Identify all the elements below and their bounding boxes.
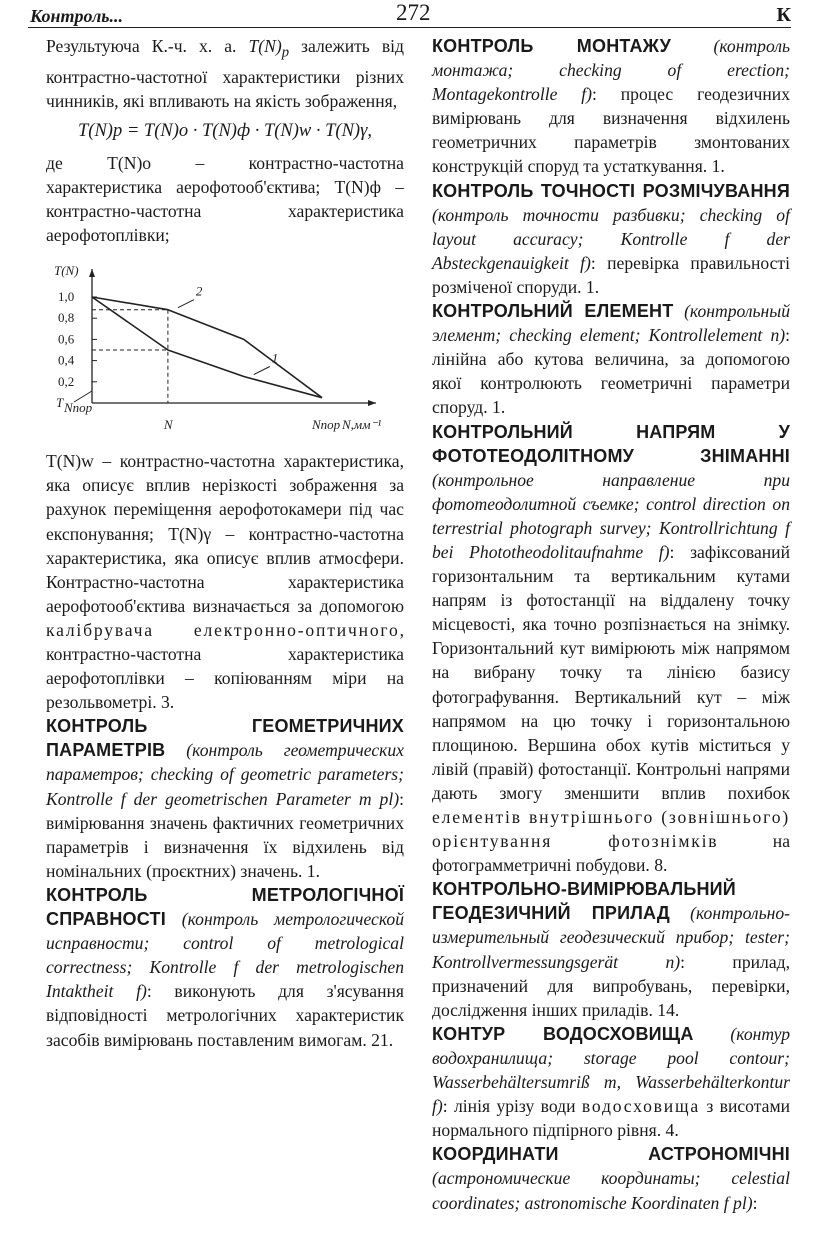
- entry-reservoir-contour: КОНТУР ВОДОСХОВИЩА (контур водохранилища; storage pool contour; Wasserbehältersumriß m, Wasserbehälterkontur f): лінія урізу води водосховища з висотами нормального підпірного рівня. 4.: [432, 1023, 791, 1141]
- contrast-frequency-chart: [46, 261, 404, 443]
- entry-control-element: КОНТРОЛЬНИЙ ЕЛЕМЕНТ (контрольный элемент; checking element; Kontrollelement n): лінійна або кутова величина, за допомогою якої контролюють геометричні параметри споруд. 1.: [432, 301, 791, 418]
- y-tick-label: 0,8: [58, 310, 75, 326]
- entry-layout-accuracy: КОНТРОЛЬ ТОЧНОСТІ РОЗМІЧУВАННЯ (контроль точности разбивки; checking of layout accuracy; Kontrolle f der Absteckgenauigkeit f): перевірка правильності розміченої споруди. 1.: [432, 180, 790, 297]
- entry-test-instrument: КОНТРОЛЬНО-ВИМІРЮВАЛЬНИЙ ГЕОДЕЗИЧНИЙ ПРИЛАД (контрольно-измерительный геодезический прибор; tester; Kontrollvermessungsgerät n): прилад, призначений для випробувань, перевірки, дослідження інших приладів. 14.: [432, 879, 790, 1020]
- where-paragraph: де T(N)o – контрастно-частотна характеристика аерофотооб'єктива; T(N)ф – контрастно-частотна характеристика аерофотоплівки;: [46, 152, 404, 246]
- after-chart-paragraph: T(N)w – контрастно-частотна характеристика, яка описує вплив нерізкості зображення за рахунок переміщення аерофотокамери під час експонування; T(N)γ – контрастно-частотна характеристика, яка описує вплив атмосфери. Контрастно-частотна характеристика аерофотооб'єктива визначається за допомогою калібрувача електронно-оптичного, контрастно-частотна характеристика аерофотоплівки – копіюванням міри на резольвометрі. 3.: [46, 451, 404, 713]
- series-label-1: 1: [271, 350, 279, 366]
- x-tick-label: Nпор: [312, 417, 341, 433]
- x-axis-label: N,мм⁻¹: [342, 417, 382, 433]
- entry-astro-coordinates: КООРДИНАТИ АСТРОНОМІЧНІ (астрономические координаты; celestial coordinates; astronomische Koordinaten f pl):: [432, 1144, 790, 1213]
- page-header: [0, 0, 819, 30]
- x-tick-label: N: [163, 417, 173, 433]
- y-origin-subscript: Nпор: [64, 400, 93, 416]
- series-curve-2: [92, 297, 322, 398]
- entry-montage: КОНТРОЛЬ МОНТАЖУ (контроль монтажа; checking of erection; Montagekontrolle f): процес геодезичних вимірювань для визначення відхилень геометричних параметрів змонтованих конструкцій споруд та устаткування. 1.: [432, 36, 790, 177]
- formula: T(N)p = T(N)o · T(N)ф · T(N)w · T(N)γ,: [78, 120, 372, 141]
- page-number: 272: [396, 0, 431, 25]
- running-head: Контроль...: [30, 6, 124, 26]
- series-curve-1: [92, 297, 322, 398]
- y-axis-arrow: [89, 269, 95, 277]
- x-axis-arrow: [368, 400, 376, 406]
- entry-metrological: КОНТРОЛЬ МЕТРОЛОГІЧНОЇ СПРАВНОСТІ (контроль метрологической исправности; control of metrological correctness; Kontrolle f der metrologischen Intaktheit f): виконують для з'ясування відповідності метрологічних характеристик засобів вимірювань поставленим вимогам. 21.: [46, 884, 404, 1050]
- series-label-2: 2: [195, 283, 203, 299]
- chart-svg: [46, 261, 404, 443]
- y-axis-label: T(N): [54, 263, 79, 279]
- entry-geometric-params: КОНТРОЛЬ ГЕОМЕТРИЧНИХ ПАРАМЕТРІВ (контроль геометрических параметров; checking of geometric parameters; Kontrolle f der geometrischen Parameter m pl): вимірювання значень фактичних геометричних параметрів і визначення їх відхилень від номінальних (проєктних) значень. 1.: [46, 716, 404, 881]
- y-tick-label: 1,0: [58, 289, 75, 305]
- intro-paragraph: Результуюча К.-ч. х. а. $T(N)_p$ залежить від контрастно-частотної характеристики різних чинників, які впливають на якість зображення,: [46, 36, 404, 111]
- section-letter: К: [776, 4, 791, 26]
- series-leader-2: [178, 300, 194, 308]
- entry-control-direction: КОНТРОЛЬНИЙ НАПРЯМ У ФОТОТЕОДОЛІТНОМУ ЗНІМАННІ (контрольное направление при фототеодолитной съемке; control direction on terrestrial photograph survey; Kontrollrichtung f bei Phototheodolitaufnahme f): зафіксований горизонтальним та вертикальним кутами напрям із фотостанції на віддалену точку місцевості, яка точно розпізнається на знімку. Горизонтальний кут вимірюють між напрямом на вибрану точку та лінією базису фотографування. Вертикальний кут – між напрямом на цю точку і горизонтальною площиною. Вершина обох кутів міститься у лівій (правій) фотостанції. Контрольні напрями дають змогу зменшити вплив похибок елементів внутрішнього (зовнішнього) орієнтування фотознімків на фотограмметричні побудови. 8.: [432, 421, 790, 876]
- y-tick-label: 0,6: [58, 331, 75, 347]
- right-column: [432, 34, 790, 1215]
- y-tick-label: 0,2: [58, 374, 75, 390]
- y-origin-label: T: [56, 395, 64, 411]
- header-rule: [28, 27, 791, 28]
- y-tick-label: 0,4: [58, 352, 75, 368]
- series-leader-1: [254, 367, 270, 375]
- left-column: [46, 34, 404, 1052]
